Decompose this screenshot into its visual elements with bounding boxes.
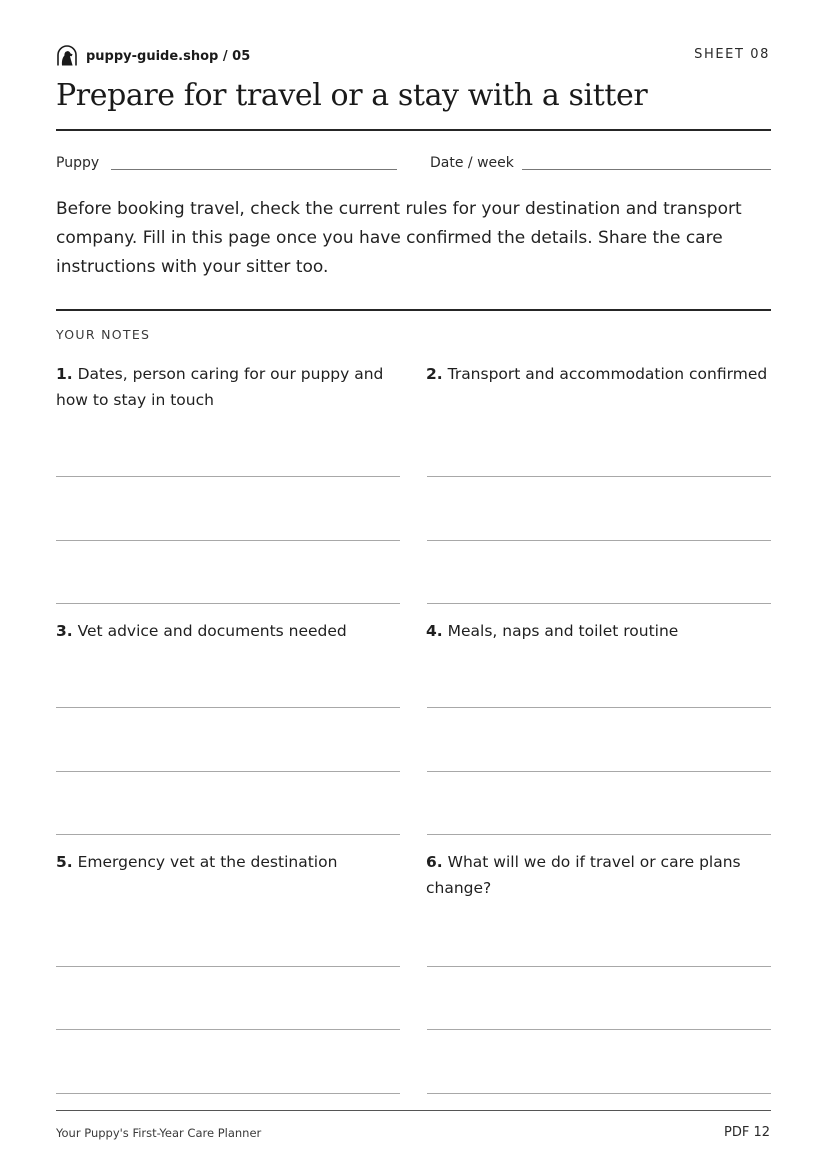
writing-line[interactable] xyxy=(427,476,771,477)
note-question: 4. Meals, naps and toilet routine xyxy=(426,622,679,640)
writing-line[interactable] xyxy=(56,966,400,967)
writing-line[interactable] xyxy=(427,1029,771,1030)
intro-paragraph: Before booking travel, check the current rules for your destination and transport company. Fill in this page once you have confirmed the details. Share the care instructions with your sitter too. xyxy=(56,199,742,277)
writing-line[interactable] xyxy=(56,834,400,835)
sheet-number: SHEET 08 xyxy=(694,47,770,62)
writing-line[interactable] xyxy=(56,771,400,772)
intro-divider xyxy=(56,309,771,311)
footer-page-number: PDF 12 xyxy=(723,1125,770,1140)
writing-line[interactable] xyxy=(427,603,771,604)
footer-divider xyxy=(56,1110,771,1111)
writing-line[interactable] xyxy=(56,476,400,477)
brand xyxy=(56,44,250,68)
title-divider xyxy=(56,129,771,131)
note-question: 6. What will we do if travel or care plans change? xyxy=(426,853,741,897)
writing-line[interactable] xyxy=(56,540,400,541)
date-week-label: Date / week xyxy=(430,155,514,171)
writing-line[interactable] xyxy=(56,1093,400,1094)
page-title: Prepare for travel or a stay with a sitter xyxy=(56,78,648,113)
writing-line[interactable] xyxy=(56,603,400,604)
note-question: 1. Dates, person caring for our puppy and how to stay in touch xyxy=(56,365,384,409)
puppy-label: Puppy xyxy=(56,155,100,171)
note-question: 2. Transport and accommodation confirmed xyxy=(426,365,768,383)
writing-line[interactable] xyxy=(427,771,771,772)
notes-section-label: YOUR NOTES xyxy=(56,327,151,342)
writing-line[interactable] xyxy=(56,707,400,708)
writing-line[interactable] xyxy=(56,1029,400,1030)
note-question: 3. Vet advice and documents needed xyxy=(56,622,347,640)
footer-title: Your Puppy's First-Year Care Planner xyxy=(56,1126,262,1140)
writing-line[interactable] xyxy=(427,540,771,541)
writing-line[interactable] xyxy=(427,1093,771,1094)
puppy-field[interactable] xyxy=(111,169,397,170)
dog-head-icon xyxy=(56,45,78,67)
brand-text[interactable]: puppy-guide.shop / 05 xyxy=(86,48,251,64)
writing-line[interactable] xyxy=(427,834,771,835)
writing-line[interactable] xyxy=(427,966,771,967)
date-week-field[interactable] xyxy=(522,169,771,170)
note-question: 5. Emergency vet at the destination xyxy=(56,853,338,871)
writing-line[interactable] xyxy=(427,707,771,708)
